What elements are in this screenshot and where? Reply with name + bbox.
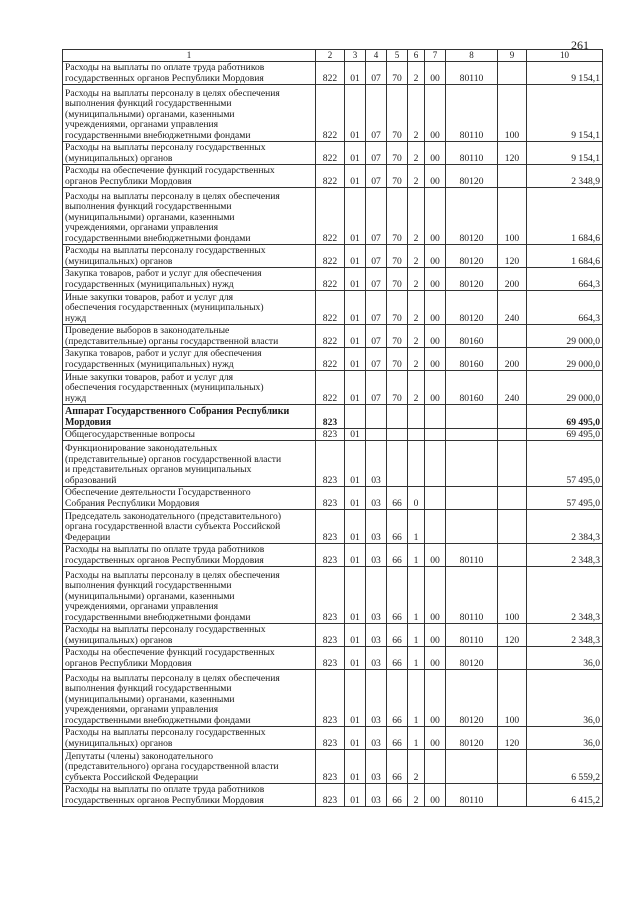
direction-code: 80110 <box>446 62 498 85</box>
program-code: 66 <box>387 750 408 784</box>
subsection-code <box>366 405 387 429</box>
subprogram-code: 2 <box>408 371 425 405</box>
ministry-code: 823 <box>316 441 345 487</box>
main-event-code: 00 <box>425 544 446 567</box>
ministry-code: 823 <box>316 487 345 510</box>
main-event-code <box>425 487 446 510</box>
table-row <box>63 441 603 487</box>
direction-code: 80120 <box>446 188 498 245</box>
table-row <box>63 647 603 670</box>
subprogram-code: 2 <box>408 85 425 142</box>
subsection-code: 07 <box>366 165 387 188</box>
program-code: 70 <box>387 371 408 405</box>
table-row <box>63 85 603 142</box>
subprogram-code: 2 <box>408 188 425 245</box>
subprogram-code: 1 <box>408 670 425 727</box>
program-code: 66 <box>387 510 408 544</box>
row-description: Общегосударственные вопросы <box>63 429 316 441</box>
row-description: Иные закупки товаров, работ и услуг для обеспечения государственных (муниципальных) нужд <box>63 371 316 405</box>
table-row <box>63 405 603 429</box>
subsection-code: 07 <box>366 245 387 268</box>
subsection-code: 03 <box>366 487 387 510</box>
direction-code: 80110 <box>446 544 498 567</box>
amount: 1 684,6 <box>527 188 603 245</box>
table-row <box>63 624 603 647</box>
main-event-code <box>425 405 446 429</box>
direction-code: 80120 <box>446 268 498 291</box>
amount: 1 684,6 <box>527 245 603 268</box>
column-header: 5 <box>387 50 408 62</box>
amount: 664,3 <box>527 268 603 291</box>
program-code: 70 <box>387 348 408 371</box>
direction-code <box>446 750 498 784</box>
section-code: 01 <box>345 165 366 188</box>
subprogram-code: 2 <box>408 62 425 85</box>
program-code: 66 <box>387 567 408 624</box>
subsection-code: 03 <box>366 441 387 487</box>
ministry-code: 823 <box>316 727 345 750</box>
program-code: 66 <box>387 727 408 750</box>
direction-code: 80120 <box>446 727 498 750</box>
main-event-code: 00 <box>425 670 446 727</box>
column-header: 3 <box>345 50 366 62</box>
row-description: Иные закупки товаров, работ и услуг для обеспечения государственных (муниципальных) нужд <box>63 291 316 325</box>
row-description: Расходы на выплаты персоналу государственных (муниципальных) органов <box>63 624 316 647</box>
subprogram-code <box>408 441 425 487</box>
subsection-code: 07 <box>366 142 387 165</box>
table-row <box>63 348 603 371</box>
ministry-code: 823 <box>316 510 345 544</box>
column-header: 6 <box>408 50 425 62</box>
ministry-code: 822 <box>316 142 345 165</box>
main-event-code: 00 <box>425 784 446 807</box>
direction-code: 80110 <box>446 85 498 142</box>
direction-code <box>446 441 498 487</box>
direction-code <box>446 405 498 429</box>
direction-code <box>446 429 498 441</box>
table-row <box>63 727 603 750</box>
row-description: Расходы на обеспечение функций государственных органов Республики Мордовия <box>63 165 316 188</box>
subsection-code <box>366 429 387 441</box>
row-description: Депутаты (члены) законодательного (представительного) органа государственной власти субъекта Российской Федерации <box>63 750 316 784</box>
program-code <box>387 429 408 441</box>
section-code: 01 <box>345 268 366 291</box>
row-description: Расходы на выплаты персоналу в целях обеспечения выполнения функций государственными (муниципальными) органами, казенными учреждениями, органами управления государственными внебюджетными фондами <box>63 670 316 727</box>
row-description: Функционирование законодательных (представительные) органов государственной власти и представительных органов муниципальных образований <box>63 441 316 487</box>
main-event-code: 00 <box>425 371 446 405</box>
program-code: 70 <box>387 62 408 85</box>
amount: 9 154,1 <box>527 62 603 85</box>
table-row <box>63 567 603 624</box>
table-row <box>63 62 603 85</box>
row-description: Председатель законодательного (представительного) органа государственной власти субъекта Российской Федерации <box>63 510 316 544</box>
subprogram-code: 1 <box>408 647 425 670</box>
direction-code: 80160 <box>446 325 498 348</box>
ministry-code: 823 <box>316 624 345 647</box>
table-row <box>63 142 603 165</box>
expense-type-code <box>498 750 527 784</box>
expense-type-code: 120 <box>498 142 527 165</box>
section-code: 01 <box>345 750 366 784</box>
program-code: 66 <box>387 487 408 510</box>
ministry-code: 823 <box>316 544 345 567</box>
expense-type-code: 240 <box>498 371 527 405</box>
subsection-code: 03 <box>366 784 387 807</box>
table-row <box>63 510 603 544</box>
row-description: Проведение выборов в законодательные (представительные) органы государственной власти <box>63 325 316 348</box>
row-description: Расходы на выплаты персоналу в целях обеспечения выполнения функций государственными (муниципальными) органами, казенными учреждениями, органами управления государственными внебюджетными фондами <box>63 188 316 245</box>
amount: 29 000,0 <box>527 348 603 371</box>
direction-code: 80120 <box>446 245 498 268</box>
table-body <box>63 62 603 807</box>
main-event-code: 00 <box>425 62 446 85</box>
subprogram-code: 2 <box>408 245 425 268</box>
section-code: 01 <box>345 624 366 647</box>
ministry-code: 822 <box>316 291 345 325</box>
ministry-code: 823 <box>316 647 345 670</box>
direction-code: 80120 <box>446 165 498 188</box>
amount: 9 154,1 <box>527 142 603 165</box>
expense-type-code: 120 <box>498 624 527 647</box>
program-code: 70 <box>387 291 408 325</box>
table-row <box>63 268 603 291</box>
row-description: Расходы на выплаты персоналу государственных (муниципальных) органов <box>63 142 316 165</box>
table-header <box>63 50 603 62</box>
subprogram-code: 2 <box>408 291 425 325</box>
program-code <box>387 441 408 487</box>
section-code: 01 <box>345 348 366 371</box>
expense-type-code <box>498 62 527 85</box>
subsection-code: 03 <box>366 510 387 544</box>
table-row <box>63 670 603 727</box>
expense-type-code <box>498 647 527 670</box>
expense-type-code: 100 <box>498 85 527 142</box>
section-code: 01 <box>345 784 366 807</box>
ministry-code: 822 <box>316 325 345 348</box>
amount: 36,0 <box>527 727 603 750</box>
row-description: Расходы на выплаты персоналу в целях обеспечения выполнения функций государственными (муниципальными) органами, казенными учреждениями, органами управления государственными внебюджетными фондами <box>63 85 316 142</box>
amount: 57 495,0 <box>527 441 603 487</box>
section-code: 01 <box>345 727 366 750</box>
row-description: Расходы на выплаты по оплате труда работников государственных органов Республики Мордовия <box>63 62 316 85</box>
table-row <box>63 487 603 510</box>
section-code: 01 <box>345 429 366 441</box>
main-event-code: 00 <box>425 165 446 188</box>
section-code: 01 <box>345 142 366 165</box>
column-header: 4 <box>366 50 387 62</box>
subsection-code: 03 <box>366 727 387 750</box>
program-code: 66 <box>387 624 408 647</box>
program-code: 66 <box>387 784 408 807</box>
main-event-code <box>425 441 446 487</box>
ministry-code: 822 <box>316 371 345 405</box>
expense-type-code <box>498 441 527 487</box>
subsection-code: 03 <box>366 670 387 727</box>
main-event-code: 00 <box>425 245 446 268</box>
subprogram-code <box>408 429 425 441</box>
subsection-code: 07 <box>366 325 387 348</box>
table-row <box>63 188 603 245</box>
subsection-code: 03 <box>366 624 387 647</box>
program-code: 66 <box>387 544 408 567</box>
column-header: 2 <box>316 50 345 62</box>
main-event-code <box>425 750 446 784</box>
ministry-code: 823 <box>316 567 345 624</box>
main-event-code: 00 <box>425 567 446 624</box>
expense-type-code: 100 <box>498 567 527 624</box>
subsection-code: 03 <box>366 647 387 670</box>
ministry-code: 823 <box>316 784 345 807</box>
row-description: Расходы на обеспечение функций государственных органов Республики Мордовия <box>63 647 316 670</box>
ministry-code: 823 <box>316 670 345 727</box>
direction-code <box>446 510 498 544</box>
amount: 6 415,2 <box>527 784 603 807</box>
expense-type-code <box>498 544 527 567</box>
section-code: 01 <box>345 487 366 510</box>
main-event-code: 00 <box>425 188 446 245</box>
expense-type-code: 120 <box>498 727 527 750</box>
expense-type-code: 100 <box>498 188 527 245</box>
subprogram-code: 2 <box>408 750 425 784</box>
expense-type-code <box>498 165 527 188</box>
expense-type-code: 120 <box>498 245 527 268</box>
direction-code: 80110 <box>446 624 498 647</box>
subprogram-code: 2 <box>408 784 425 807</box>
row-description: Расходы на выплаты персоналу государственных (муниципальных) органов <box>63 727 316 750</box>
row-description: Аппарат Государственного Собрания Республики Мордовия <box>63 405 316 429</box>
subprogram-code <box>408 405 425 429</box>
main-event-code: 00 <box>425 647 446 670</box>
main-event-code <box>425 510 446 544</box>
program-code: 70 <box>387 142 408 165</box>
direction-code: 80120 <box>446 670 498 727</box>
table-row <box>63 325 603 348</box>
section-code: 01 <box>345 325 366 348</box>
ministry-code: 822 <box>316 165 345 188</box>
table-row <box>63 291 603 325</box>
subsection-code: 07 <box>366 268 387 291</box>
amount: 29 000,0 <box>527 325 603 348</box>
ministry-code: 822 <box>316 62 345 85</box>
section-code: 01 <box>345 62 366 85</box>
row-description: Расходы на выплаты по оплате труда работников государственных органов Республики Мордовия <box>63 784 316 807</box>
ministry-code: 822 <box>316 245 345 268</box>
table-row <box>63 371 603 405</box>
expense-type-code: 240 <box>498 291 527 325</box>
amount: 2 348,9 <box>527 165 603 188</box>
main-event-code: 00 <box>425 291 446 325</box>
section-code: 01 <box>345 647 366 670</box>
column-header: 8 <box>446 50 498 62</box>
subprogram-code: 2 <box>408 325 425 348</box>
table-row <box>63 429 603 441</box>
program-code: 70 <box>387 165 408 188</box>
amount: 69 495,0 <box>527 429 603 441</box>
subprogram-code: 1 <box>408 567 425 624</box>
direction-code: 80120 <box>446 647 498 670</box>
subsection-code: 03 <box>366 750 387 784</box>
subprogram-code: 1 <box>408 727 425 750</box>
section-code: 01 <box>345 85 366 142</box>
ministry-code: 823 <box>316 750 345 784</box>
amount: 2 348,3 <box>527 624 603 647</box>
subprogram-code: 1 <box>408 624 425 647</box>
table-row <box>63 165 603 188</box>
program-code: 70 <box>387 188 408 245</box>
program-code <box>387 405 408 429</box>
expense-type-code <box>498 405 527 429</box>
section-code: 01 <box>345 544 366 567</box>
row-description: Закупка товаров, работ и услуг для обеспечения государственных (муниципальных) нужд <box>63 268 316 291</box>
section-code: 01 <box>345 245 366 268</box>
amount: 2 384,3 <box>527 510 603 544</box>
subprogram-code: 0 <box>408 487 425 510</box>
section-code: 01 <box>345 567 366 624</box>
ministry-code: 822 <box>316 188 345 245</box>
direction-code: 80110 <box>446 784 498 807</box>
row-description: Расходы на выплаты по оплате труда работников государственных органов Республики Мордовия <box>63 544 316 567</box>
section-code: 01 <box>345 188 366 245</box>
expense-type-code <box>498 487 527 510</box>
amount: 57 495,0 <box>527 487 603 510</box>
amount: 2 348,3 <box>527 544 603 567</box>
section-code <box>345 405 366 429</box>
subprogram-code: 2 <box>408 268 425 291</box>
header-row <box>63 50 603 62</box>
main-event-code: 00 <box>425 624 446 647</box>
column-header: 7 <box>425 50 446 62</box>
main-event-code <box>425 429 446 441</box>
table-row <box>63 245 603 268</box>
direction-code: 80110 <box>446 142 498 165</box>
subsection-code: 07 <box>366 348 387 371</box>
amount: 29 000,0 <box>527 371 603 405</box>
column-header: 1 <box>63 50 316 62</box>
main-event-code: 00 <box>425 325 446 348</box>
page-number: 261 <box>571 38 589 52</box>
expense-type-code: 200 <box>498 268 527 291</box>
main-event-code: 00 <box>425 85 446 142</box>
subsection-code: 07 <box>366 291 387 325</box>
direction-code: 80160 <box>446 371 498 405</box>
program-code: 66 <box>387 670 408 727</box>
program-code: 66 <box>387 647 408 670</box>
program-code: 70 <box>387 325 408 348</box>
amount: 36,0 <box>527 647 603 670</box>
main-event-code: 00 <box>425 142 446 165</box>
section-code: 01 <box>345 371 366 405</box>
section-code: 01 <box>345 291 366 325</box>
amount: 9 154,1 <box>527 85 603 142</box>
subprogram-code: 1 <box>408 510 425 544</box>
amount: 664,3 <box>527 291 603 325</box>
column-header: 9 <box>498 50 527 62</box>
amount: 6 559,2 <box>527 750 603 784</box>
column-header: 10 <box>527 50 603 62</box>
direction-code: 80120 <box>446 291 498 325</box>
amount: 36,0 <box>527 670 603 727</box>
expense-type-code: 200 <box>498 348 527 371</box>
main-event-code: 00 <box>425 348 446 371</box>
ministry-code: 823 <box>316 405 345 429</box>
row-description: Закупка товаров, работ и услуг для обеспечения государственных (муниципальных) нужд <box>63 348 316 371</box>
table-row <box>63 544 603 567</box>
budget-table <box>62 49 603 807</box>
section-code: 01 <box>345 510 366 544</box>
section-code: 01 <box>345 670 366 727</box>
ministry-code: 822 <box>316 348 345 371</box>
subsection-code: 03 <box>366 544 387 567</box>
ministry-code: 823 <box>316 429 345 441</box>
program-code: 70 <box>387 85 408 142</box>
direction-code: 80160 <box>446 348 498 371</box>
expense-type-code <box>498 784 527 807</box>
expense-type-code <box>498 325 527 348</box>
row-description: Расходы на выплаты персоналу в целях обеспечения выполнения функций государственными (муниципальными) органами, казенными учреждениями, органами управления государственными внебюджетными фондами <box>63 567 316 624</box>
main-event-code: 00 <box>425 268 446 291</box>
subsection-code: 07 <box>366 62 387 85</box>
subprogram-code: 2 <box>408 165 425 188</box>
expense-type-code <box>498 510 527 544</box>
main-event-code: 00 <box>425 727 446 750</box>
table-row <box>63 784 603 807</box>
program-code: 70 <box>387 245 408 268</box>
row-description: Обеспечение деятельности Государственного Собрания Республики Мордовия <box>63 487 316 510</box>
direction-code: 80110 <box>446 567 498 624</box>
subprogram-code: 2 <box>408 142 425 165</box>
table-row <box>63 750 603 784</box>
subprogram-code: 2 <box>408 348 425 371</box>
row-description: Расходы на выплаты персоналу государственных (муниципальных) органов <box>63 245 316 268</box>
subsection-code: 03 <box>366 567 387 624</box>
ministry-code: 822 <box>316 268 345 291</box>
subprogram-code: 1 <box>408 544 425 567</box>
direction-code <box>446 487 498 510</box>
amount: 69 495,0 <box>527 405 603 429</box>
subsection-code: 07 <box>366 188 387 245</box>
expense-type-code: 100 <box>498 670 527 727</box>
section-code: 01 <box>345 441 366 487</box>
amount: 2 348,3 <box>527 567 603 624</box>
subsection-code: 07 <box>366 85 387 142</box>
program-code: 70 <box>387 268 408 291</box>
ministry-code: 822 <box>316 85 345 142</box>
subsection-code: 07 <box>366 371 387 405</box>
expense-type-code <box>498 429 527 441</box>
